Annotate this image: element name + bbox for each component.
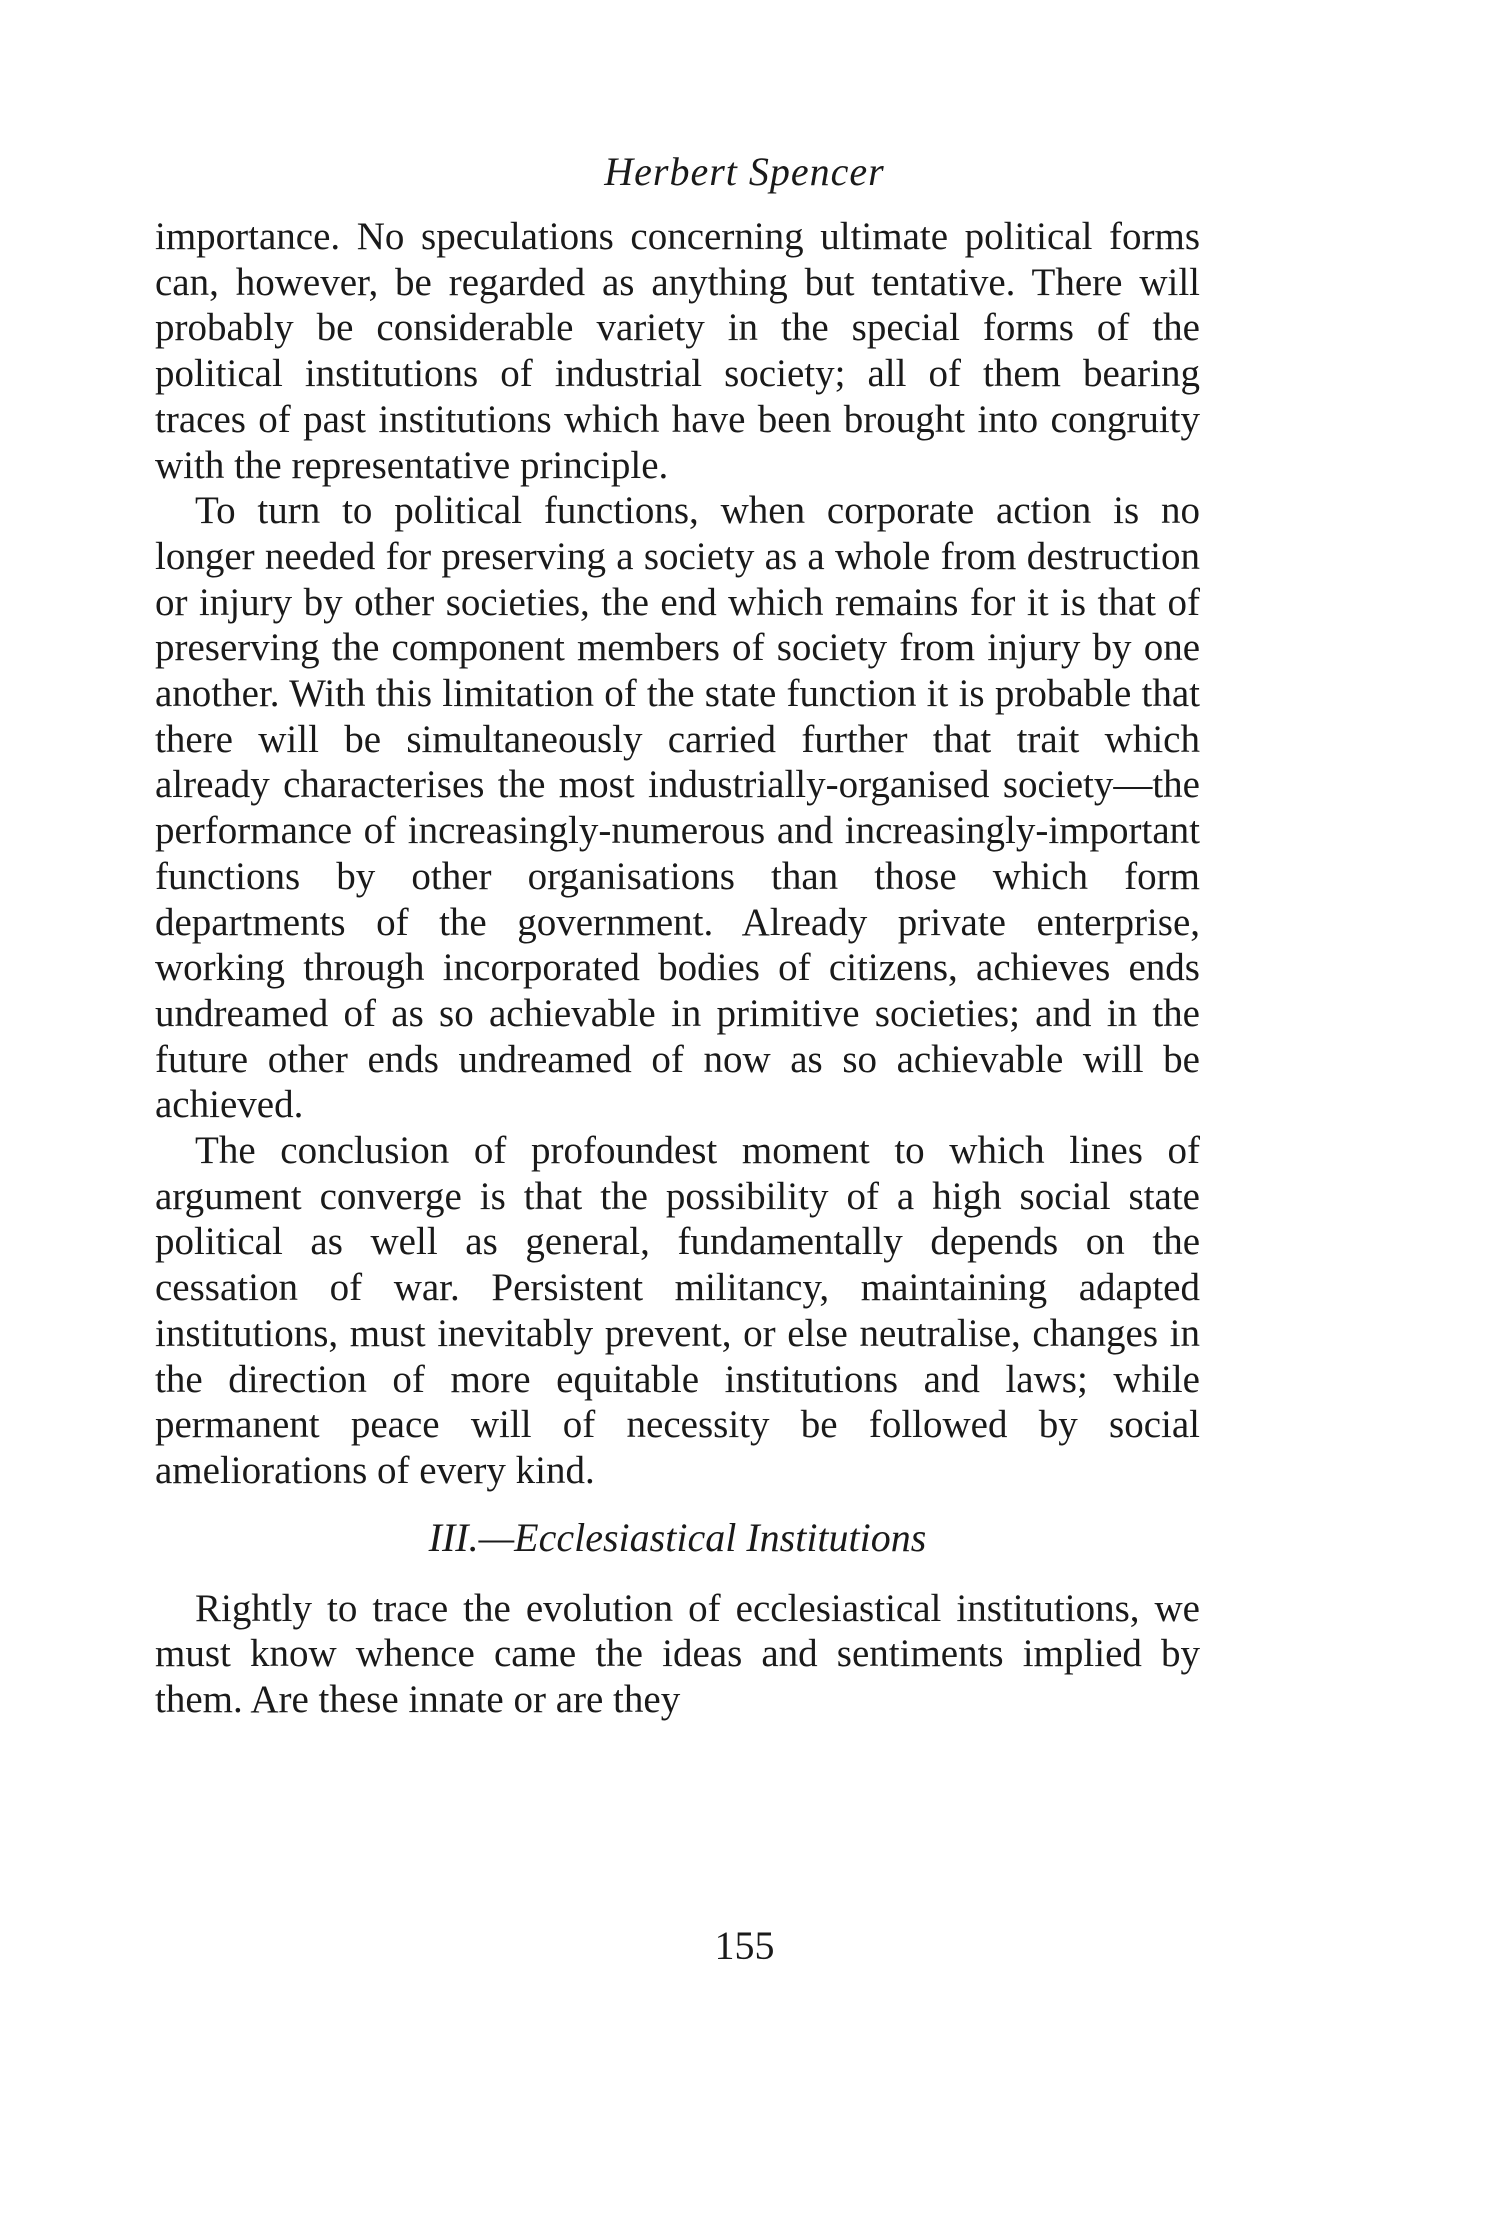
paragraph-political-functions: To turn to political functions, when corporate action is no longer needed for preserving a society as a whole from destruction or injury by other societies, the end which remains for it is that of preserving the component members of society from injury by one another. With this limitation of the state function it is probable that there will be simultaneously carried further that trait which already characterises the most industrially-organised society—the performance of increasingly-numerous and increasingly-important functions by other organisations than those which form departments of the government. Already private enterprise, working through incorporated bodies of citizens, achieves ends undreamed of as so achievable in primitive societies; and in the future other ends undreamed of now as so achievable will be achieved.: [155, 489, 1200, 1127]
running-head: Herbert Spencer: [604, 149, 885, 194]
section-heading: III.—Ecclesiastical Institutions: [428, 1514, 927, 1560]
body-text: [155, 214, 1200, 1723]
paragraph-ecclesiastical: Rightly to trace the evolution of ecclesiastical institutions, we must know whence came the ideas and sentiments implied by them. Are these innate or are they: [155, 1586, 1200, 1722]
page-number: 155: [714, 1923, 775, 1968]
paragraph-conclusion: The conclusion of profoundest moment to which lines of argument converge is that the possibility of a high social state political as well as general, fundamentally depends on the cessation of war. Persistent militancy, maintaining adapted institutions, must inevitably prevent, or else neutralise, changes in the direction of more equitable institutions and laws; while permanent peace will of necessity be followed by social ameliorations of every kind.: [155, 1129, 1200, 1492]
paragraph-continued: importance. No speculations concerning ultimate political forms can, however, be regarded as anything but tentative. There will probably be considerable variety in the special forms of the political institutions of industrial society; all of them bearing traces of past institutions which have been brought into congruity with the representative principle.: [155, 215, 1200, 487]
